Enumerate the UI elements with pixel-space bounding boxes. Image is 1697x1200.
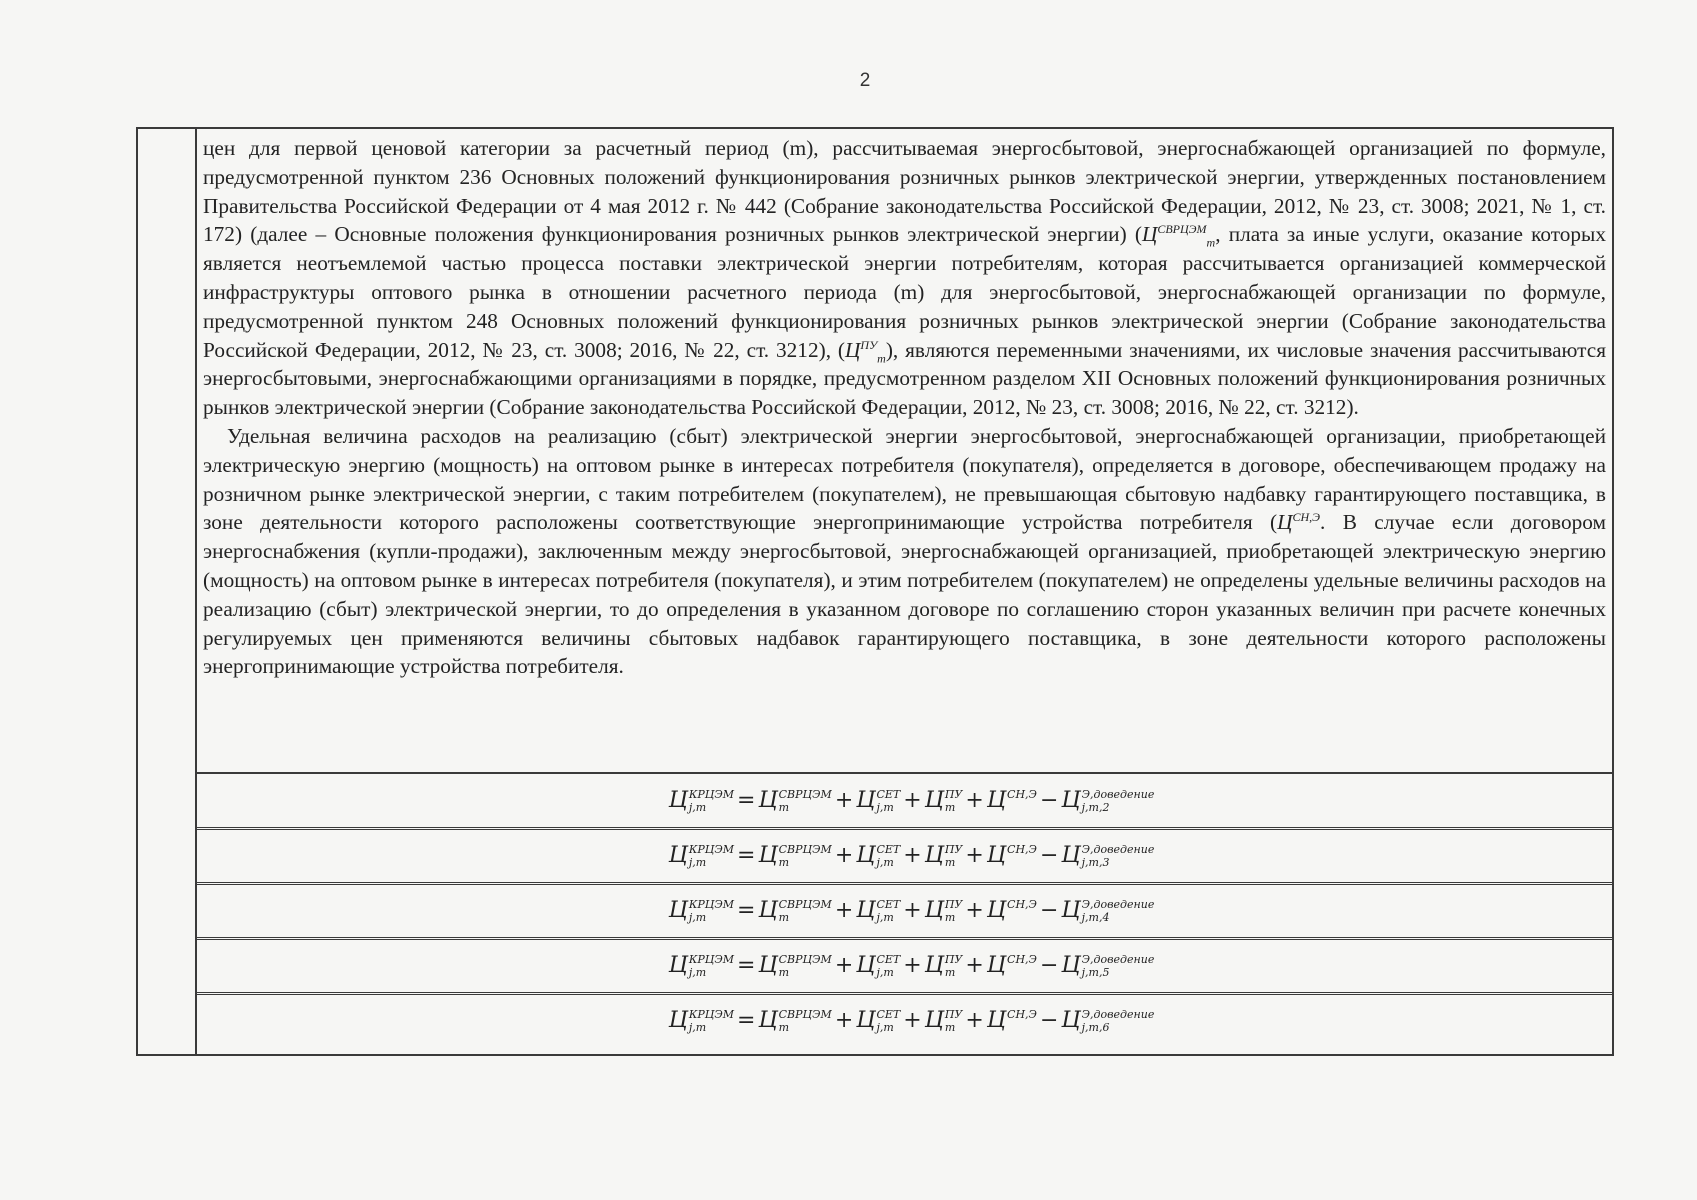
formula-row: [197, 937, 1612, 992]
paragraph-1-part-a: цен для первой ценовой категории за расчетный период (m), рассчитываемая энергосбытовой, энергоснабжающей организацией по формуле, предусмотренной пунктом 236 Основных положений функционирования розничных рынков электрической энергии, утвержденных постановлением Правительства Российской Федерации от 4 мая 2012 г. № 442 (Собрание законодательства Российской Федерации, 2012, № 23, ст. 3008; 2021, № 1, ст. 172) (далее – Основные положения функционирования розничных рынков электрической энергии) (: [203, 136, 1606, 247]
formula-row: [197, 827, 1612, 882]
symbol-svrcem: $Ц^{СВРЦЭМ}_m$: [1141, 222, 1216, 250]
symbol-pu: $Ц^{ПУ}_m$: [845, 337, 886, 365]
formula: Ц КРЦЭМ j,m = Ц СВРЦЭМ m + Ц СЕТ j,m + Ц ПУ m + Ц СН,Э − Ц Э,доведение j,m,3: [668, 843, 1155, 869]
paragraph-1-part-c: ), являются переменными значениями, их числовые значения рассчитываются энергосбытовыми, энергоснабжающими организациями в порядке, предусмотренном разделом XII Основных положений функционирования розничных рынков электрической энергии (Собрание законодательства Российской Федерации, 2012, № 23, ст. 3008; 2016, № 22, ст. 3212).: [203, 337, 1606, 420]
formula-row: [197, 992, 1612, 1047]
formula-row: [197, 772, 1612, 827]
text-cell: [197, 129, 1612, 772]
formula: Ц КРЦЭМ j,m = Ц СВРЦЭМ m + Ц СЕТ j,m + Ц ПУ m + Ц СН,Э − Ц Э,доведение j,m,6: [668, 1008, 1155, 1034]
paragraph-2-part-b: . В случае если договором энергоснабжения (купли-продажи), заключенным между энергосбытовой, энергоснабжающей организацией, приобретающей электрическую энергию (мощность) на оптовом рынке в интересах потребителя (покупателя), и этим потребителем (покупателем) не определены удельные величины расходов на реализацию (сбыт) электрической энергии, то до определения в указанном договоре по соглашению сторон указанных величин при расчете конечных регулируемых цен применяются величины сбытовых надбавок гарантирующего поставщика, в зоне деятельности которого расположены энергопринимающие устройства потребителя.: [203, 510, 1606, 679]
paragraph-1-part-b: , плата за иные услуги, оказание которых является неотъемлемой частью процесса поставки электрической энергии потребителям, которая рассчитывается организацией коммерческой инфраструктуры оптового рынка в отношении расчетного периода (m) для энергосбытовой, энергоснабжающей организации по формуле, предусмотренной пунктом 248 Основных положений функционирования розничных рынков электрической энергии (Собрание законодательства Российской Федерации, 2012, № 23, ст. 3008; 2016, № 22, ст. 3212), (: [203, 222, 1606, 362]
paragraph-2: [203, 422, 1606, 681]
paragraph-2-part-a: Удельная величина расходов на реализацию (сбыт) электрической энергии энергосбытовой, энергоснабжающей организации, приобретающей электрическую энергию (мощность) на оптовом рынке в интересах потребителя (покупателя), определяется в договоре, обеспечивающем продажу на розничном рынке электрической энергии, с таким потребителем (покупателем), не превышающая сбытовую надбавку гарантирующего поставщика, в зоне деятельности которого расположены соответствующие энергопринимающие устройства потребителя (: [203, 423, 1606, 535]
formula-row: [197, 882, 1612, 937]
document-table: [136, 127, 1614, 1056]
formula: Ц КРЦЭМ j,m = Ц СВРЦЭМ m + Ц СЕТ j,m + Ц ПУ m + Ц СН,Э − Ц Э,доведение j,m,4: [668, 898, 1155, 924]
symbol-sn-e: $Ц^{СН,Э}$: [1277, 510, 1321, 535]
formula-rows: [197, 772, 1612, 1054]
formula: Ц КРЦЭМ j,m = Ц СВРЦЭМ m + Ц СЕТ j,m + Ц ПУ m + Ц СН,Э − Ц Э,доведение j,m,2: [668, 787, 1155, 814]
page-number: 2: [859, 70, 871, 91]
formula: Ц КРЦЭМ j,m = Ц СВРЦЭМ m + Ц СЕТ j,m + Ц ПУ m + Ц СН,Э − Ц Э,доведение j,m,5: [668, 953, 1155, 979]
paragraph-1: [203, 134, 1606, 422]
number-column: [138, 129, 197, 1054]
